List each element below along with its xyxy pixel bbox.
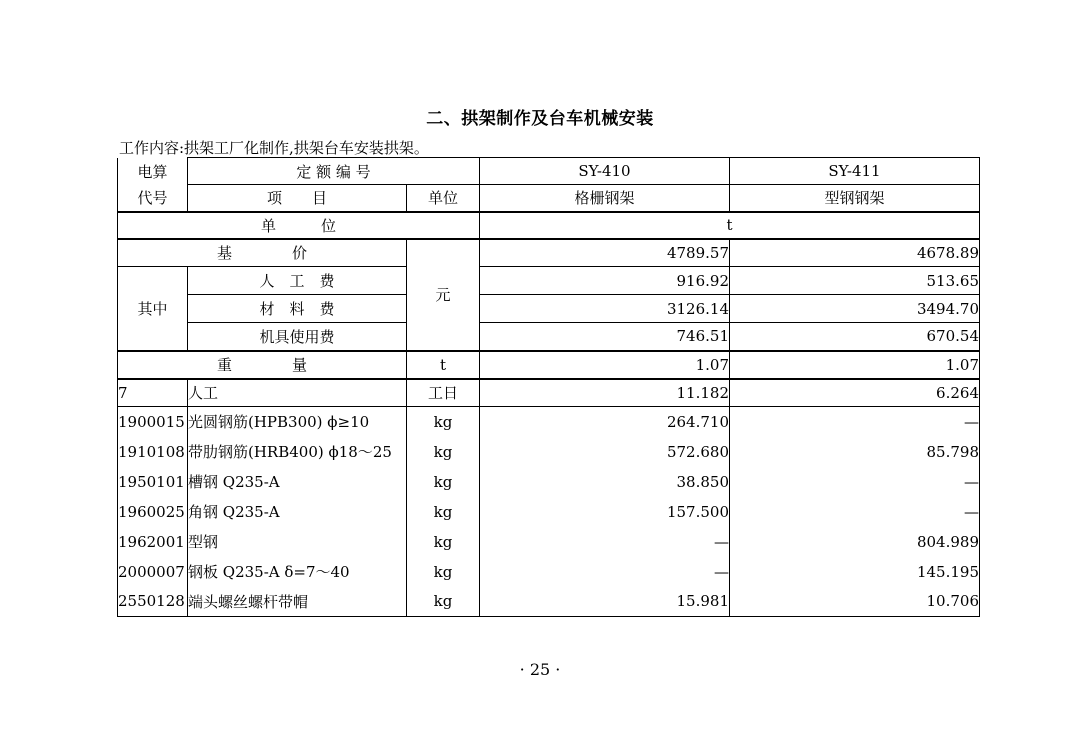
col2-name: 型钢钢架 xyxy=(730,185,980,212)
page-title: 二、拱架制作及台车机械安装 xyxy=(426,109,654,129)
material-col2: 145.195 xyxy=(730,557,980,587)
breakdown-row xyxy=(118,323,980,351)
material-row xyxy=(118,527,980,557)
work-content: 工作内容:拱架工厂化制作,拱架台车安装拱架。 xyxy=(119,139,429,157)
material-row xyxy=(118,497,980,527)
material-unit: kg xyxy=(407,557,480,587)
material-col1: 38.850 xyxy=(480,467,730,497)
labor-col1: 11.182 xyxy=(480,379,730,407)
breakdown-label: 人 工 费 xyxy=(188,267,407,295)
material-col1: — xyxy=(480,527,730,557)
material-row xyxy=(118,467,980,497)
col1-code: SY-410 xyxy=(480,158,730,185)
material-name: 端头螺丝螺杆带帽 xyxy=(188,587,407,617)
material-col2: 85.798 xyxy=(730,437,980,467)
base-price-col1: 4789.57 xyxy=(480,239,730,267)
material-code: 1962001 xyxy=(118,527,188,557)
weight-row xyxy=(118,351,980,379)
unit-label: 单位 xyxy=(407,185,480,212)
weight-col2: 1.07 xyxy=(730,351,980,379)
breakdown-row xyxy=(118,267,980,295)
base-price-label: 基 价 xyxy=(118,239,407,267)
material-name: 槽钢 Q235-A xyxy=(188,467,407,497)
material-name: 角钢 Q235-A xyxy=(188,497,407,527)
material-col1: 264.710 xyxy=(480,407,730,437)
item-label: 项 目 xyxy=(188,185,407,212)
material-unit: kg xyxy=(407,527,480,557)
breakdown-label: 材 料 费 xyxy=(188,295,407,323)
material-col1: 15.981 xyxy=(480,587,730,617)
breakdown-col2: 3494.70 xyxy=(730,295,980,323)
material-unit: kg xyxy=(407,407,480,437)
breakdown-col2: 513.65 xyxy=(730,267,980,295)
quota-table xyxy=(117,157,980,617)
breakdown-col1: 746.51 xyxy=(480,323,730,351)
weight-col1: 1.07 xyxy=(480,351,730,379)
material-col1: 157.500 xyxy=(480,497,730,527)
header-row-2 xyxy=(118,185,980,212)
breakdown-row xyxy=(118,295,980,323)
unit-row xyxy=(118,212,980,239)
material-unit: kg xyxy=(407,587,480,617)
material-col2: 804.989 xyxy=(730,527,980,557)
material-name: 钢板 Q235-A δ=7～40 xyxy=(188,557,407,587)
material-col2: — xyxy=(730,407,980,437)
material-name: 型钢 xyxy=(188,527,407,557)
dian-suan-label: 电算 xyxy=(118,158,188,185)
material-code: 1960025 xyxy=(118,497,188,527)
material-row xyxy=(118,407,980,437)
breakdown-unit: 元 xyxy=(407,239,480,351)
unit-row-label: 单 位 xyxy=(118,212,480,239)
material-code: 2550128 xyxy=(118,587,188,617)
breakdown-col1: 916.92 xyxy=(480,267,730,295)
labor-row xyxy=(118,379,980,407)
material-unit: kg xyxy=(407,467,480,497)
breakdown-col1: 3126.14 xyxy=(480,295,730,323)
quota-number-label: 定 额 编 号 xyxy=(188,158,480,185)
base-price-col2: 4678.89 xyxy=(730,239,980,267)
material-col2: — xyxy=(730,467,980,497)
material-col2: 10.706 xyxy=(730,587,980,617)
labor-name: 人工 xyxy=(188,379,407,407)
header-row-1 xyxy=(118,158,980,185)
page-number: · 25 · xyxy=(519,660,561,679)
breakdown-label: 机具使用费 xyxy=(188,323,407,351)
breakdown-col2: 670.54 xyxy=(730,323,980,351)
material-code: 1910108 xyxy=(118,437,188,467)
base-price-row xyxy=(118,239,980,267)
material-col2: — xyxy=(730,497,980,527)
material-unit: kg xyxy=(407,497,480,527)
unit-row-value: t xyxy=(480,212,980,239)
material-row xyxy=(118,437,980,467)
material-row xyxy=(118,557,980,587)
material-col1: — xyxy=(480,557,730,587)
labor-code: 7 xyxy=(118,379,188,407)
dai-hao-label: 代号 xyxy=(118,185,188,212)
material-col1: 572.680 xyxy=(480,437,730,467)
breakdown-group-label: 其中 xyxy=(118,267,188,351)
material-code: 1900015 xyxy=(118,407,188,437)
labor-unit: 工日 xyxy=(407,379,480,407)
material-name: 带肋钢筋(HRB400) ϕ18～25 xyxy=(188,437,407,467)
material-name: 光圆钢筋(HPB300) ϕ≥10 xyxy=(188,407,407,437)
weight-unit: t xyxy=(407,351,480,379)
material-unit: kg xyxy=(407,437,480,467)
weight-label: 重 量 xyxy=(118,351,407,379)
material-code: 1950101 xyxy=(118,467,188,497)
col2-code: SY-411 xyxy=(730,158,980,185)
labor-col2: 6.264 xyxy=(730,379,980,407)
material-code: 2000007 xyxy=(118,557,188,587)
col1-name: 格栅钢架 xyxy=(480,185,730,212)
material-row xyxy=(118,587,980,617)
